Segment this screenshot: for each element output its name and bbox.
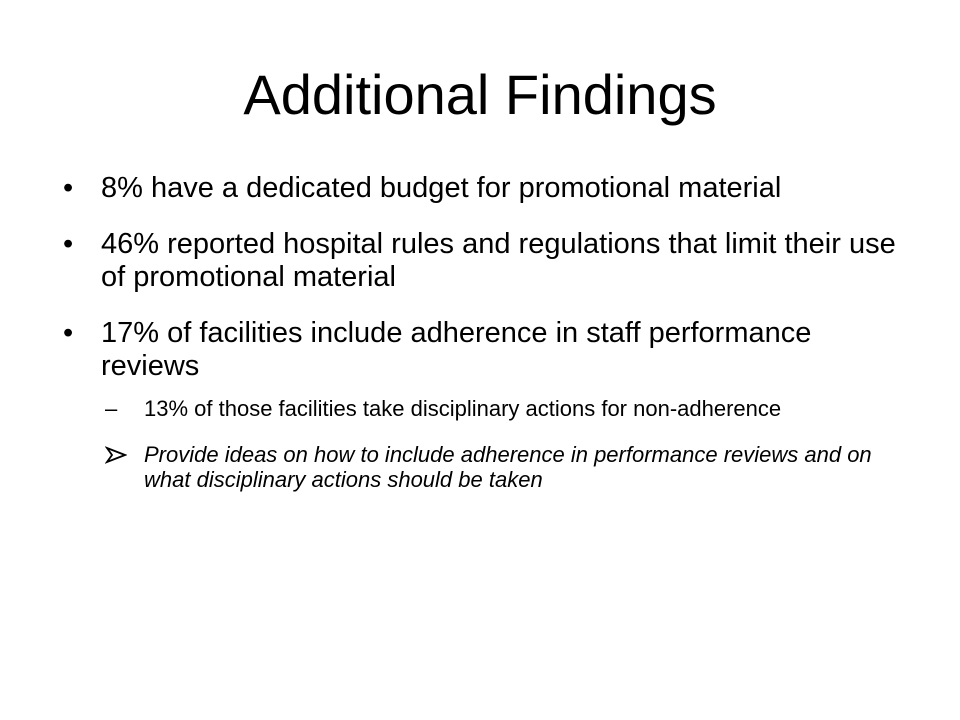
sub-item-text: 13% of those facilities take disciplinary actions for non-adherence bbox=[144, 396, 782, 421]
bullet-text: 46% reported hospital rules and regulations that limit their use of promotional material bbox=[101, 228, 896, 293]
arrow-bullet-icon bbox=[105, 446, 127, 464]
sub-item-provide-ideas bbox=[60, 442, 900, 492]
slide-title: Additional Findings bbox=[243, 63, 717, 126]
sub-item-disciplinary bbox=[60, 396, 900, 421]
slide-content bbox=[60, 172, 900, 513]
dash-marker: – bbox=[105, 396, 118, 421]
bullet-marker: • bbox=[63, 317, 74, 349]
bullet-marker: • bbox=[63, 172, 74, 204]
bullet-text: 17% of facilities include adherence in staff performance reviews bbox=[101, 317, 812, 382]
bullet-text: 8% have a dedicated budget for promotional material bbox=[101, 172, 782, 204]
sub-item-text: Provide ideas on how to include adherence in performance reviews and on what disciplinary actions should be taken bbox=[144, 442, 872, 492]
bullet-item-budget bbox=[60, 172, 900, 205]
bullet-item-reviews bbox=[60, 317, 900, 383]
bullet-item-rules bbox=[60, 228, 900, 294]
bullet-marker: • bbox=[63, 228, 74, 260]
